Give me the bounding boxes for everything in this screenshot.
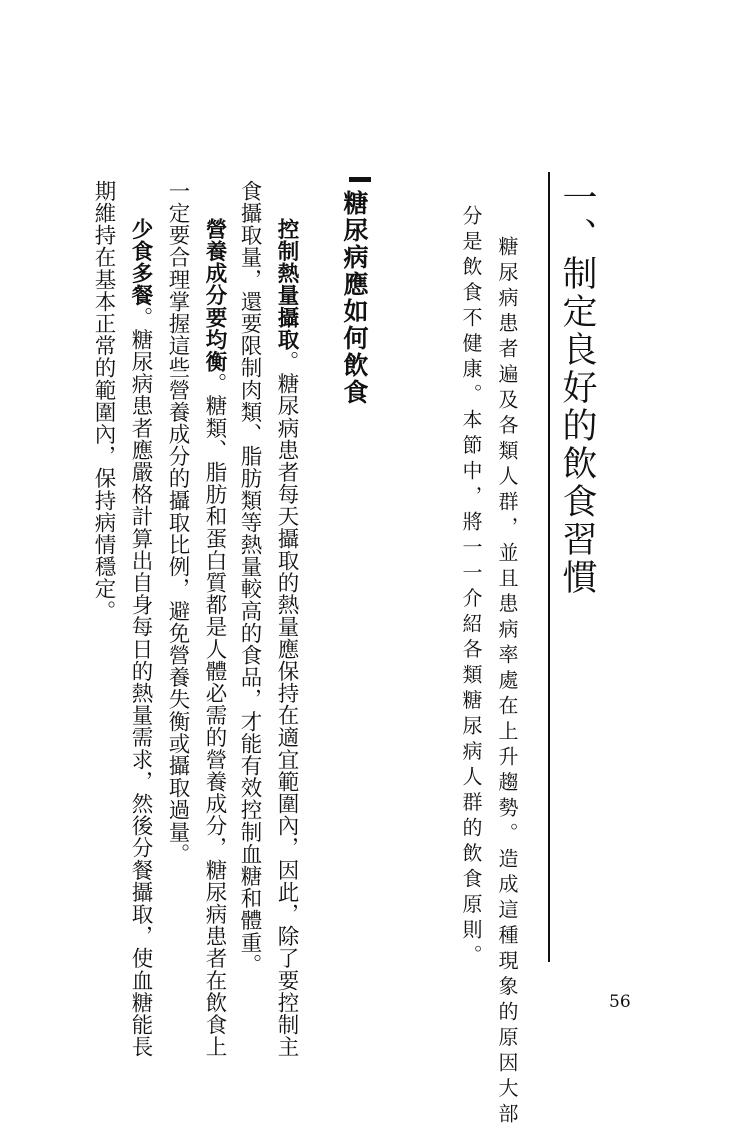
paragraph-1-text: 。糖尿病患者每天攝取的熱量應保持在適宜範圍內，因此，除了要控制主 xyxy=(274,350,299,1058)
chapter-title: 一、制定良好的飲食習慣 xyxy=(557,179,597,597)
paragraph-2-keyword: 營養成分要均衡 xyxy=(202,218,227,373)
paragraph-1-line-1 xyxy=(271,218,302,1058)
paragraph-2-line-2: 一定要合理掌握這些營養成分的攝取比例，避免營養失衡或攝取過量。 xyxy=(165,180,190,866)
paragraph-3-line-2: 期維持在基本正常的範圍內，保持病情穩定。 xyxy=(91,180,116,622)
intro-line-2: 分是飲食不健康。本節中，將一一介紹各類糖尿病人群的飲食原則。 xyxy=(459,205,483,970)
paragraph-3-keyword: 少食多餐 xyxy=(128,218,153,307)
section-heading: 糖尿病應如何飲食 xyxy=(340,190,369,406)
paragraph-3-text: 。糖尿病患者應嚴格計算出自身每日的熱量需求，然後分餐攝取，使血糖能長 xyxy=(128,306,153,1058)
intro-line-1: 糖尿病患者遍及各類人群，並且患病率處在上升趨勢。造成這種現象的原因大部 xyxy=(495,236,519,1129)
paragraph-1-line-2: 食攝取量，還要限制肉類、脂肪類等熱量較高的食品，才能有效控制血糖和體重。 xyxy=(237,180,262,976)
paragraph-2-text: 。糖類、脂肪和蛋白質都是人體必需的營養成分，糖尿病患者在飲食上 xyxy=(202,372,227,1058)
title-divider xyxy=(548,172,550,962)
paragraph-2-line-1 xyxy=(199,218,230,1058)
section-marker-bar xyxy=(349,177,371,182)
paragraph-3-line-1 xyxy=(125,218,156,1058)
paragraph-1-keyword: 控制熱量攝取 xyxy=(274,218,299,351)
page-number: 56 xyxy=(609,992,631,1012)
